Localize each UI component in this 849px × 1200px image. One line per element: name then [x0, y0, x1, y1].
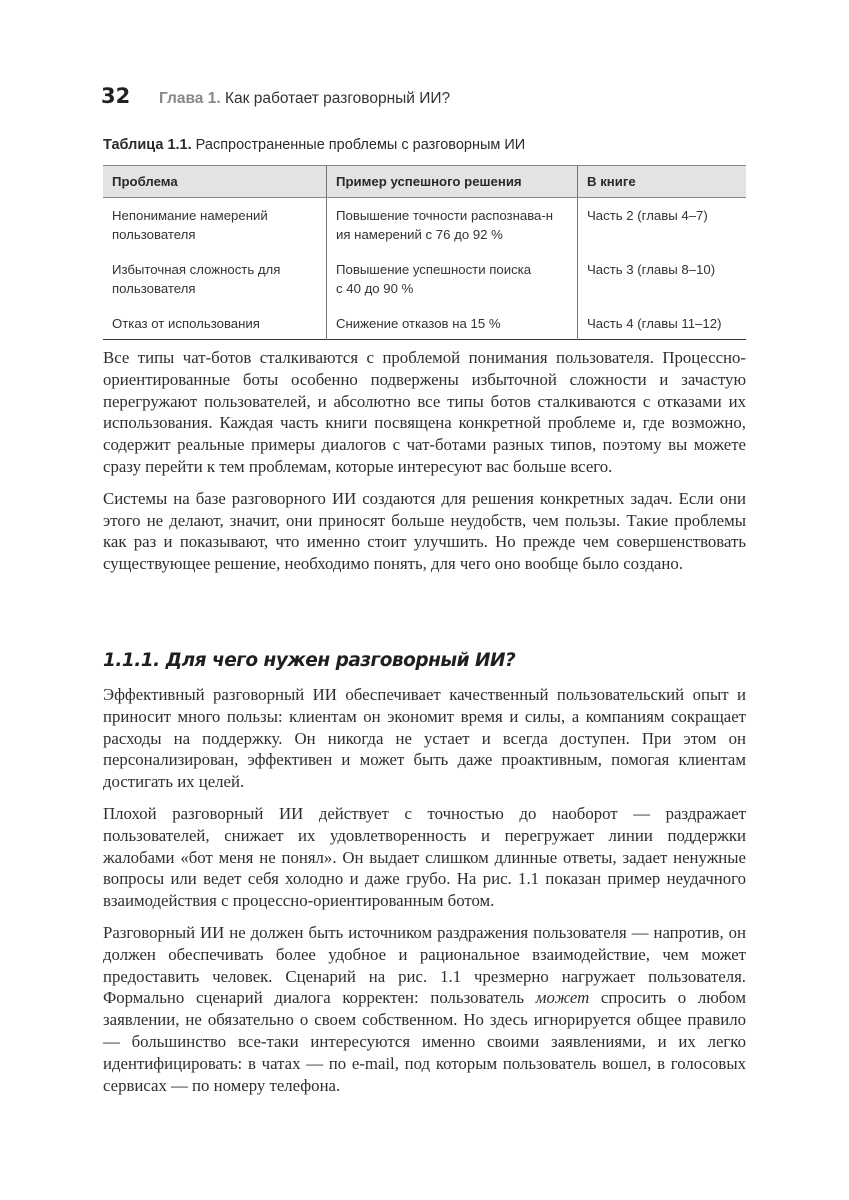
table-caption-label: Таблица 1.1. [103, 137, 192, 153]
table-header-row [103, 166, 746, 198]
section-heading: 1.1.1. Для чего нужен разговорный ИИ? [103, 650, 516, 671]
table-row [103, 198, 746, 253]
paragraph: Системы на базе разговорного ИИ создаются для решения конкретных задач. Если они этого не делают, значит, они приносят больше неудобств, чем пользы. Такие проблемы как раз и показывают, что именно стоит улучшить. Но прежде чем совершенствовать существующее решение, необходимо понять, для чего оно вообще было создано. [103, 488, 746, 574]
cell-problem: Избыточная сложность для пользователя [112, 262, 281, 296]
cell-problem: Отказ от использования [112, 316, 260, 331]
header-solution: Пример успешного решения [327, 166, 578, 198]
page-number: 32 [101, 84, 131, 108]
cell-solution: Повышение точности распознава-ния намерений с 76 до 92 % [327, 198, 578, 253]
cell-problem: Непонимание намерений пользователя [112, 208, 268, 242]
emphasis: может [535, 988, 590, 1008]
cell-solution: Снижение отказов на 15 % [327, 306, 578, 340]
paragraph: Разговорный ИИ не должен быть источником раздражения пользователя — напротив, он должен обеспечивать более удобное и рациональное взаимодействие, чем может предоставить человек. Сценарий на рис. 1.1 чрезмерно нагружает пользователя. Формально сценарий диалога корректен: пользователь может спросить о любом заявлении, не обязательно о своем собственном. Но здесь игнорируется общее правило — большинство все-таки интересуются именно своими заявлениями, и их легко идентифицировать: в чатах — по e-mail, под которым пользователь вошел, в голосовых сервисах — по номеру телефона. [103, 922, 746, 1095]
chapter-name: Как работает разговорный ИИ? [220, 90, 451, 107]
table-row [103, 252, 746, 306]
paragraph: Плохой разговорный ИИ действует с точностью до наоборот — раздражает пользователей, снижает их удовлетворенность и перегружает линии поддержки жалобами «бот меня не понял». Он выдает слишком длинные ответы, задает ненужные вопросы или ведет себя холодно и даже грубо. На рис. 1.1 показан пример неудачного взаимодействия с процессно-ориентированным ботом. [103, 803, 746, 911]
section-body [103, 684, 746, 1096]
problems-table [103, 165, 746, 340]
table-row [103, 306, 746, 340]
header-problem: Проблема [103, 166, 327, 198]
header-in-book: В книге [578, 166, 747, 198]
cell-in-book: Часть 2 (главы 4–7) [578, 198, 747, 253]
table-caption [103, 137, 525, 153]
cell-in-book: Часть 4 (главы 11–12) [578, 306, 747, 340]
paragraph: Все типы чат-ботов сталкиваются с проблемой понимания пользователя. Процессно-ориентированные боты особенно подвержены избыточной сложности и зачастую перегружают пользователей, и абсолютно все типы ботов сталкиваются с отказами их использования. Каждая часть книги посвящена конкретной проблеме и, где возможно, содержит реальные примеры диалогов с чат-ботами разных типов, поэтому вы можете сразу перейти к тем проблемам, которые интересуют вас больше всего. [103, 348, 746, 476]
chapter-title [159, 90, 450, 108]
cell-in-book: Часть 3 (главы 8–10) [578, 252, 747, 306]
chapter-label: Глава 1. [159, 90, 221, 107]
paragraph: Эффективный разговорный ИИ обеспечивает качественный пользовательский опыт и приносит много пользы: клиентам он экономит время и силы, а компаниям сокращает расходы на поддержку. Он никогда не устает и всегда доступен. При этом он персонализирован, эффективен и может быть даже проактивным, помогая клиентам достигать их целей. [103, 685, 746, 792]
cell-solution: Повышение успешности поиска с 40 до 90 % [327, 252, 578, 306]
table-caption-text: Распространенные проблемы с разговорным ИИ [191, 137, 526, 153]
running-head [101, 84, 450, 112]
body-text-before [103, 347, 746, 575]
